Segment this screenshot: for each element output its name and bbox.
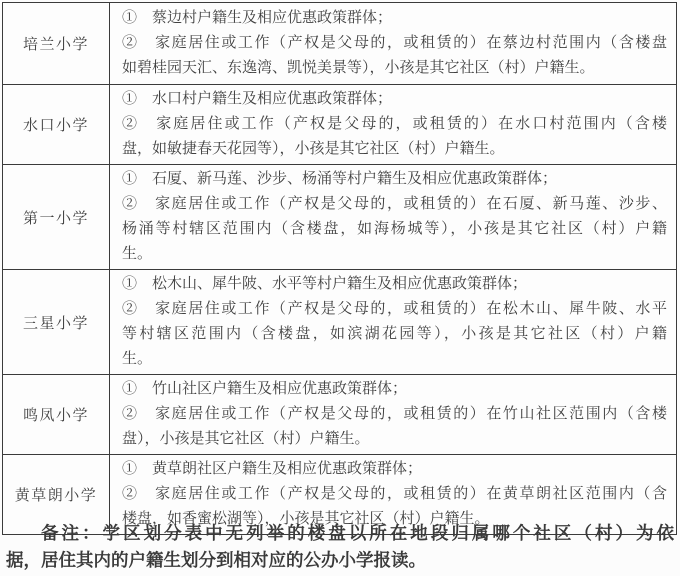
- district-rules-cell: [110, 85, 677, 165]
- table-row: [3, 165, 677, 270]
- district-rules-cell: [110, 165, 677, 270]
- table-row: [3, 85, 677, 165]
- rule-line: ② 家庭居住或工作（产权是父母的，或租赁的）在水口村范围内（含楼: [122, 116, 667, 132]
- footnote-line-1: 备注：学区划分表中无列举的楼盘以所在地段归属哪个社区（村）为依: [41, 523, 674, 543]
- school-name: 水口小学: [22, 118, 89, 134]
- rule-line: ① 石厦、新马莲、沙步、杨涌等村户籍生及相应优惠政策群体；: [122, 171, 558, 187]
- school-name-cell: [3, 270, 110, 375]
- rule-line: ① 竹山社区户籍生及相应优惠政策群体；: [122, 381, 408, 397]
- school-district-table: [2, 2, 677, 535]
- rule-line: 生。: [122, 246, 153, 262]
- footnote-line-2: 据，居住其内的户籍生划分到相对应的公办小学报读。: [6, 550, 426, 570]
- rule-line: 杨涌等村辖区范围内（含楼盘，如海杨城等），小孩是其它社区（村）户籍: [122, 221, 667, 237]
- rule-line: ② 家庭居住或工作（产权是父母的，或租赁的）在黄草朗社区范围内（含: [122, 486, 667, 502]
- table-row: [3, 375, 677, 455]
- rule-line: ② 家庭居住或工作（产权是父母的，或租赁的）在石厦、新马莲、沙步、: [122, 196, 667, 212]
- rule-line: 生。: [122, 351, 153, 367]
- school-name: 培兰小学: [22, 37, 89, 53]
- table-row: [3, 270, 677, 375]
- school-district-table-body: [3, 3, 677, 535]
- school-name-cell: [3, 375, 110, 455]
- rule-line: ① 水口村户籍生及相应优惠政策群体；: [122, 91, 393, 107]
- school-name: 黄草朗小学: [14, 488, 98, 504]
- rule-line: ② 家庭居住或工作（产权是父母的，或租赁的）在松木山、犀牛陂、水平: [122, 301, 667, 317]
- footnote: [6, 520, 674, 574]
- rule-line: 楼盘，如香蜜松湖等），小孩是其它社区（村）户籍生。: [122, 511, 490, 527]
- school-name-cell: [3, 165, 110, 270]
- rule-line: 盘），小孩是其它社区（村）户籍生。: [122, 431, 370, 447]
- school-name: 鸣凤小学: [22, 408, 89, 424]
- district-rules-cell: [110, 375, 677, 455]
- school-name: 第一小学: [22, 210, 89, 227]
- rule-line: 等村辖区范围内（含楼盘，如滨湖花园等），小孩是其它社区（村）户籍: [122, 326, 667, 342]
- rule-line: ② 家庭居住或工作（产权是父母的，或租赁的）在蔡边村范围内（含楼盘: [122, 35, 667, 51]
- school-name-cell: [3, 85, 110, 165]
- rule-line: ① 松木山、犀牛陂、水平等村户籍生及相应优惠政策群体；: [122, 276, 528, 292]
- school-name: 三星小学: [22, 315, 89, 332]
- rule-line: 盘，如敏捷春天花园等），小孩是其它社区（村）户籍生。: [122, 141, 505, 157]
- district-rules-cell: [110, 3, 677, 85]
- district-rules-cell: [110, 270, 677, 375]
- table-row: [3, 3, 677, 85]
- rule-line: ① 黄草朗社区户籍生及相应优惠政策群体；: [122, 461, 423, 477]
- rule-line: ① 蔡边村户籍生及相应优惠政策群体；: [122, 10, 393, 26]
- rule-line: 如碧桂园天汇、东逸湾、凯悦美景等），小孩是其它社区（村）户籍生。: [122, 60, 595, 76]
- rule-line: ② 家庭居住或工作（产权是父母的，或租赁的）在竹山社区范围内（含楼: [122, 406, 667, 422]
- school-name-cell: [3, 3, 110, 85]
